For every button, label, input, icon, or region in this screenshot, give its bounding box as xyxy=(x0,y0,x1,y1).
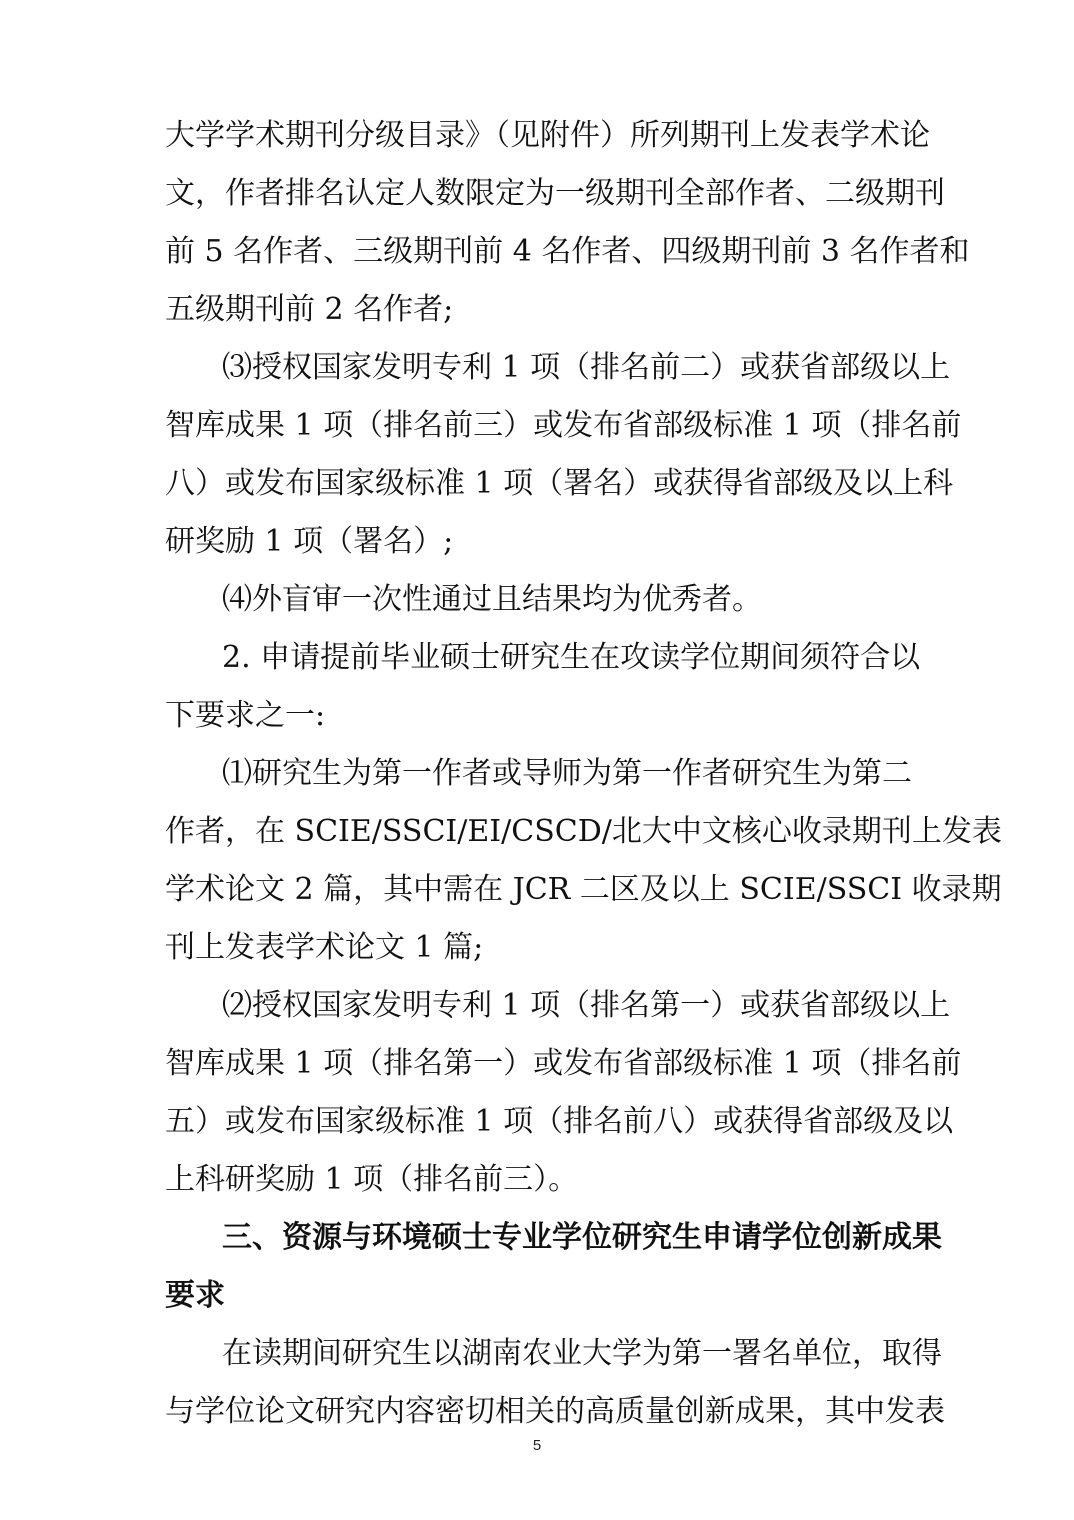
text-line: 八）或发布国家级标准 1 项（署名）或获得省部级及以上科 xyxy=(165,466,954,501)
text-line: 大学学术期刊分级目录》（见附件）所列期刊上发表学术论 xyxy=(165,118,930,153)
list-item-text: ⑶授权国家发明专利 1 项（排名前二）或获省部级以上 xyxy=(222,350,951,385)
text-line: 刊上发表学术论文 1 篇; xyxy=(165,930,484,965)
text-line: 文，作者排名认定人数限定为一级期刊全部作者、二级期刊 xyxy=(165,176,945,211)
text-line: 作者，在 SCIE/SSCI/EI/CSCD/北大中文核心收录期刊上发表 xyxy=(165,814,1002,849)
list-item-text: ⑴研究生为第一作者或导师为第一作者研究生为第二 xyxy=(222,756,912,791)
list-item-text: ⑷外盲审一次性通过且结果均为优秀者。 xyxy=(222,582,762,617)
text-line: 学术论文 2 篇，其中需在 JCR 二区及以上 SCIE/SSCI 收录期 xyxy=(165,872,1002,907)
paragraph-text: 在读期间研究生以湖南农业大学为第一署名单位，取得 xyxy=(222,1336,942,1371)
list-item-text: ⑵授权国家发明专利 1 项（排名第一）或获省部级以上 xyxy=(222,988,951,1023)
text-line: 智库成果 1 项（排名第一）或发布省部级标准 1 项（排名前 xyxy=(165,1046,962,1081)
page-number: 5 xyxy=(532,1437,542,1454)
text-line: 前 5 名作者、三级期刊前 4 名作者、四级期刊前 3 名作者和 xyxy=(165,234,970,269)
text-line: 下要求之一: xyxy=(165,698,326,733)
section-item-text: 2. 申请提前毕业硕士研究生在攻读学位期间须符合以 xyxy=(222,640,921,675)
text-line: 五）或发布国家级标准 1 项（排名前八）或获得省部级及以 xyxy=(165,1104,954,1139)
text-line: 智库成果 1 项（排名前三）或发布省部级标准 1 项（排名前 xyxy=(165,408,962,443)
text-line: 研奖励 1 项（署名）; xyxy=(165,524,454,559)
section-heading-continued: 要求 xyxy=(165,1278,225,1313)
section-heading: 三、资源与环境硕士专业学位研究生申请学位创新成果 xyxy=(222,1220,942,1255)
text-line: 与学位论文研究内容密切相关的高质量创新成果，其中发表 xyxy=(165,1394,945,1429)
text-line: 五级期刊前 2 名作者; xyxy=(165,292,454,327)
text-line: 上科研奖励 1 项（排名前三）。 xyxy=(165,1162,579,1197)
